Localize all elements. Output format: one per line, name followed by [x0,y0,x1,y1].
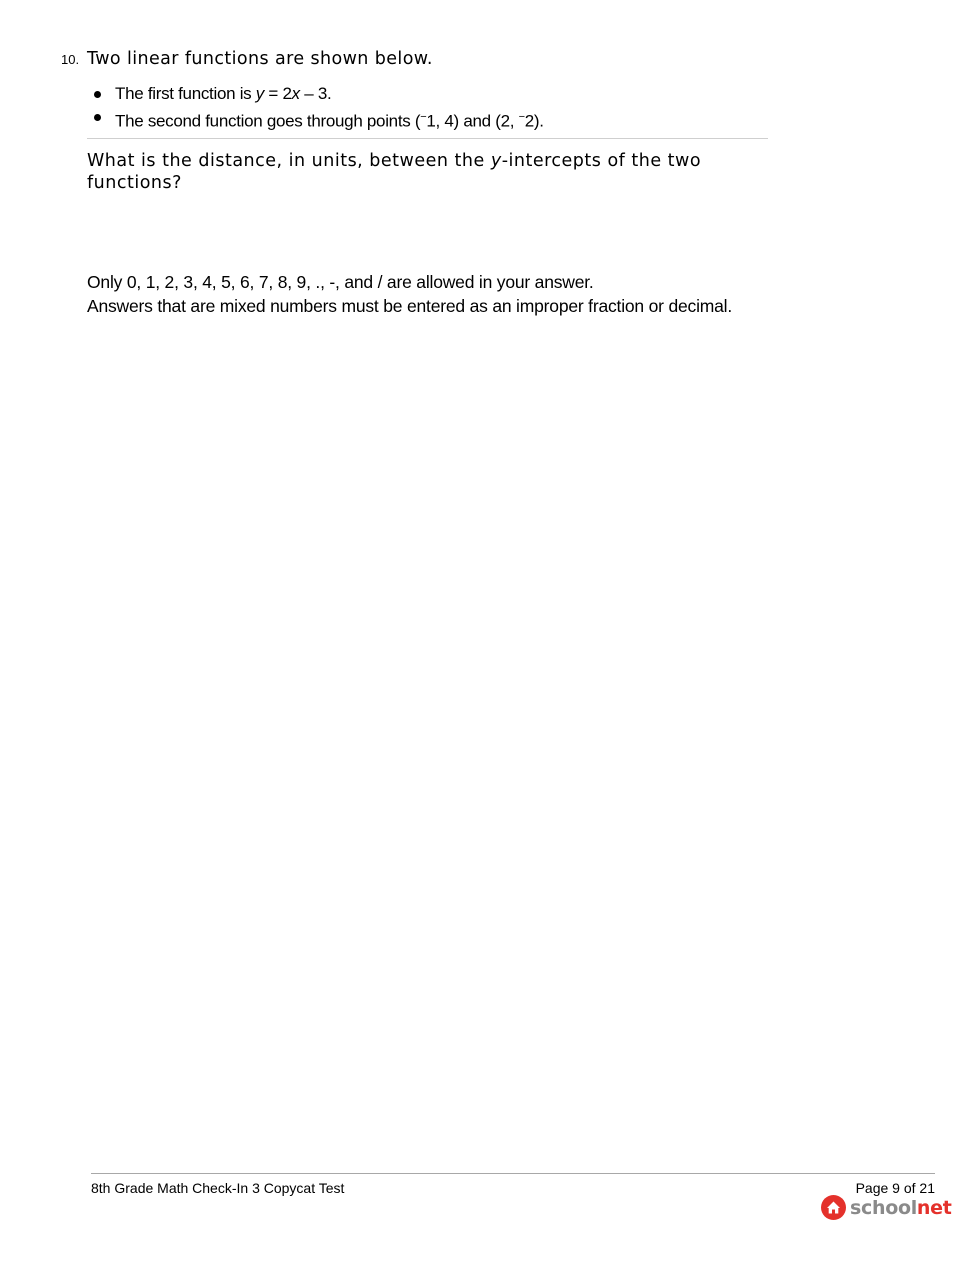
answer-rule-mixed-numbers: Answers that are mixed numbers must be entered as an improper fraction or decimal. [87,296,733,316]
test-title: 8th Grade Math Check-In 3 Copycat Test [91,1180,345,1196]
given-list [87,83,544,131]
page-number: Page 9 of 21 [855,1180,935,1196]
answer-rule-allowed-characters: Only 0, 1, 2, 3, 4, 5, 6, 7, 8, 9, ., -, and / are allowed in your answer. [87,272,594,292]
house-icon [821,1195,846,1220]
question-prompt: What is the distance, in units, between the y-intercepts of the two functions? [87,151,702,193]
footer-divider [91,1173,935,1174]
question-intro: Two linear functions are shown below. [87,49,433,69]
divider [87,138,768,139]
question-number: 10. [61,52,80,67]
schoolnet-logo [821,1195,952,1220]
given-item-first-function: The first function is y = 2x – 3. [87,83,544,106]
given-item-second-function: The second function goes through points (−1, 4) and (2, −2). [87,106,544,129]
logo-wordmark: schoolnet [850,1196,952,1219]
bullet-icon [94,91,101,98]
bullet-icon [94,114,101,121]
